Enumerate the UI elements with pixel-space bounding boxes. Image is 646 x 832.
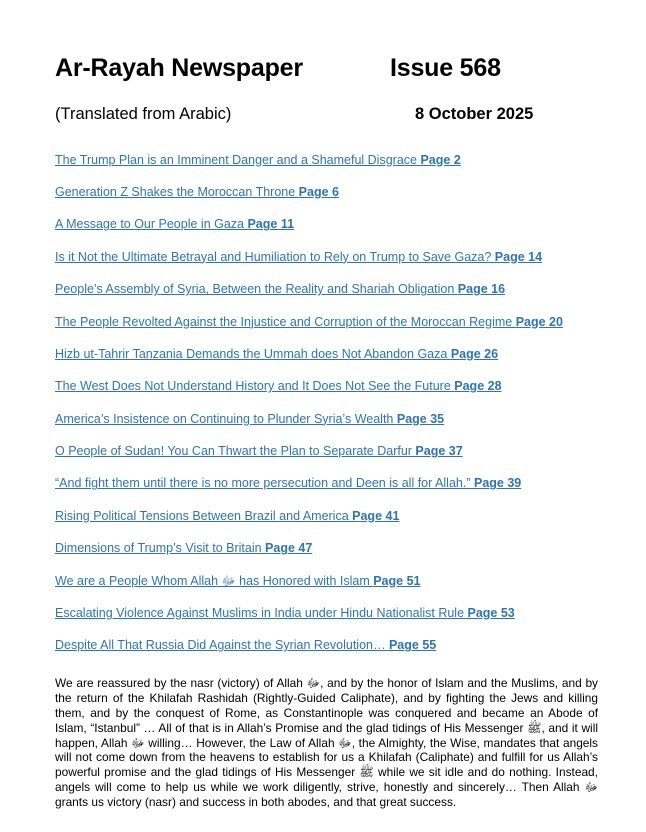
toc-row	[55, 442, 598, 457]
title-row	[55, 54, 598, 83]
toc-link[interactable]	[55, 347, 498, 361]
toc-link-title: The West Does Not Understand History and It Does Not See the Future	[55, 379, 455, 394]
toc-link-page-number: Page 51	[373, 573, 421, 588]
toc-link[interactable]	[55, 315, 563, 329]
translation-note: (Translated from Arabic)	[55, 104, 232, 123]
toc-link[interactable]	[55, 250, 542, 264]
toc-row	[55, 313, 598, 328]
toc-link-page-number: Page 6	[298, 184, 339, 199]
toc-link-page-number: Page 47	[265, 541, 313, 556]
toc-row	[55, 377, 598, 392]
toc-link-title: The Trump Plan is an Imminent Danger and a Shameful Disgrace	[55, 152, 421, 167]
toc-row	[55, 248, 598, 263]
issue-number: Issue 568	[390, 54, 501, 82]
toc-link-title: Is it Not the Ultimate Betrayal and Humiliation to Rely on Trump to Save Gaza?	[55, 249, 495, 264]
toc-link-title: A Message to Our People in Gaza	[55, 217, 248, 232]
toc-link[interactable]	[55, 153, 461, 167]
toc-link[interactable]	[55, 476, 521, 490]
toc-link[interactable]	[55, 509, 399, 523]
toc-row	[55, 474, 598, 489]
toc-link-page-number: Page 20	[515, 314, 563, 329]
toc-link-page-number: Page 37	[415, 444, 463, 459]
toc-row	[55, 280, 598, 295]
document-header	[55, 54, 598, 125]
subtitle-row	[55, 105, 598, 125]
toc-link-page-number: Page 2	[420, 152, 461, 167]
toc-row	[55, 572, 598, 587]
toc-row	[55, 636, 598, 651]
toc-link-title: The People Revolted Against the Injustice and Corruption of the Moroccan Regime	[55, 314, 516, 329]
toc-link-title: Hizb ut-Tahrir Tanzania Demands the Ummah does Not Abandon Gaza	[55, 346, 451, 361]
toc-link-page-number: Page 55	[388, 638, 437, 653]
toc-link-title: “And fight them until there is no more persecution and Deen is all for Allah.”	[55, 476, 474, 491]
toc-link[interactable]	[55, 379, 502, 393]
toc-link-title: We are a People Whom Allah ﷻ has Honored with Islam	[55, 573, 374, 588]
toc-link[interactable]	[55, 282, 505, 296]
toc-link[interactable]	[55, 412, 444, 426]
toc-link-page-number: Page 11	[247, 217, 295, 232]
toc-link-title: Dimensions of Trump’s Visit to Britain	[55, 541, 266, 556]
closing-paragraph: We are reassured by the nasr (victory) of Allah ﷻ, and by the honor of Islam and the Muslims, and by the return of the Khilafah Rashidah (Rightly-Guided Caliphate), and by fighting the Jews and killing them, and by the conquest of Rome, as Constantinople was conquered and became an Abode of Islam, “Istanbul” … All of that is in Allah’s Promise and the glad tidings of His Messenger ﷺ, and it will happen, Allah ﷻ willing… However, the Law of Allah ﷻ, the Almighty, the Wise, mandates that angels will not come down from the heavens to establish for us a Khilafah (Caliphate) and fulfill for us Allah’s powerful promise and the glad tidings of His Messenger ﷺ while we sit idle and do nothing. Instead, angels will come to help us while we work diligently, strive, honestly and sincerely… Then Allah ﷻ grants us victory (nasr) and success in both abodes, and that great success.	[55, 676, 599, 809]
toc-row	[55, 410, 598, 425]
table-of-contents	[55, 151, 598, 652]
toc-link-page-number: Page 35	[396, 411, 445, 426]
issue-date: 8 October 2025	[415, 104, 534, 123]
toc-link-title: People’s Assembly of Syria, Between the Reality and Shariah Obligation	[55, 282, 458, 297]
toc-link-page-number: Page 39	[473, 476, 522, 491]
toc-row	[55, 507, 598, 522]
toc-link-title: America’s Insistence on Continuing to Plunder Syria’s Wealth	[55, 411, 397, 426]
toc-row	[55, 345, 598, 360]
toc-link[interactable]	[55, 606, 515, 620]
toc-link-title: Generation Z Shakes the Moroccan Throne	[55, 184, 299, 199]
toc-row	[55, 604, 598, 619]
toc-link-page-number: Page 14	[494, 249, 543, 264]
toc-link-page-number: Page 16	[457, 282, 506, 297]
toc-link-page-number: Page 26	[450, 346, 499, 361]
toc-row	[55, 215, 598, 230]
toc-link-page-number: Page 41	[352, 508, 400, 523]
toc-link[interactable]	[55, 541, 312, 555]
toc-row	[55, 539, 598, 554]
toc-link-title: Rising Political Tensions Between Brazil and America	[55, 508, 353, 523]
toc-link-title: O People of Sudan! You Can Thwart the Plan to Separate Darfur	[55, 444, 416, 459]
toc-link[interactable]	[55, 638, 436, 652]
toc-link-title: Despite All That Russia Did Against the Syrian Revolution…	[55, 638, 389, 653]
toc-link-title: Escalating Violence Against Muslims in India under Hindu Nationalist Rule	[55, 606, 468, 621]
toc-link[interactable]	[55, 185, 339, 199]
toc-link-page-number: Page 53	[467, 606, 515, 621]
toc-link[interactable]	[55, 444, 463, 458]
toc-link-page-number: Page 28	[454, 379, 502, 394]
toc-row	[55, 183, 598, 198]
toc-link[interactable]	[55, 217, 294, 231]
newspaper-title: Ar-Rayah Newspaper	[55, 54, 303, 82]
toc-row	[55, 151, 598, 166]
toc-link[interactable]	[55, 574, 420, 588]
